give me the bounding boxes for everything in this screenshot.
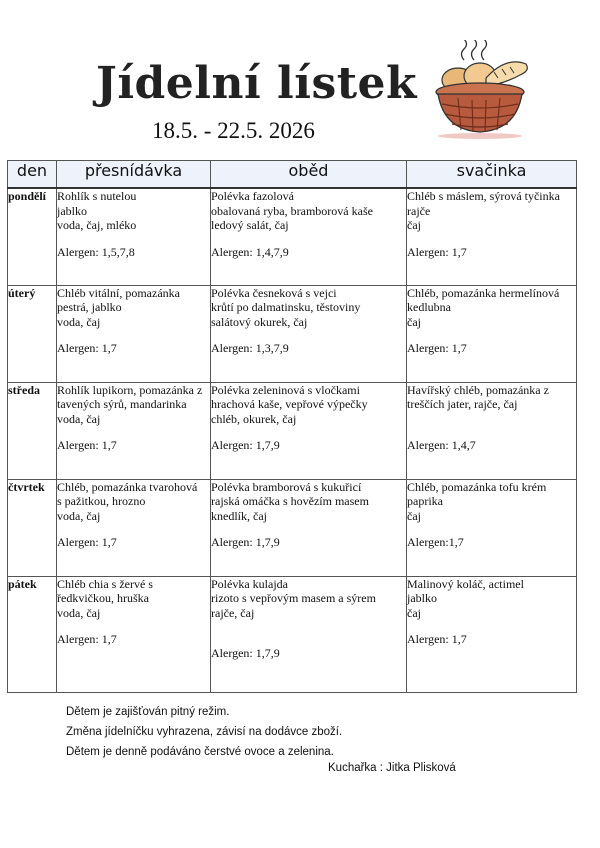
lunch-cell — [211, 285, 407, 382]
menu-item: jablko — [407, 591, 437, 606]
page-title: Jídelní lístek — [96, 58, 418, 109]
afternoon-cell — [407, 188, 577, 285]
menu-item: tavených sýrů, mandarinka — [57, 397, 187, 412]
allergen-info: Alergen: 1,7,9 — [211, 646, 280, 661]
menu-item: ředkvičkou, hruška — [57, 591, 149, 606]
menu-item: Polévka fazolová — [211, 189, 294, 203]
menu-item: Polévka zeleninová s vločkami — [211, 382, 360, 397]
menu-header-row — [8, 161, 577, 189]
menu-item: kedlubna — [407, 300, 451, 315]
allergen-info: Alergen: 1,7 — [57, 438, 117, 453]
menu-item: Chléb vitální, pomazánka — [57, 285, 180, 300]
snack-cell — [57, 285, 211, 382]
day-label: úterý — [8, 285, 57, 382]
menu-item: hrachová kaše, vepřové výpečky — [211, 397, 368, 412]
menu-item: voda, čaj — [57, 314, 101, 329]
menu-item: čaj — [407, 508, 421, 523]
menu-table — [7, 160, 577, 693]
afternoon-cell — [407, 285, 577, 382]
menu-item: Polévka kulajda — [211, 576, 288, 591]
allergen-info: Alergen: 1,7 — [57, 535, 117, 550]
menu-row — [8, 285, 577, 382]
menu-item: treščích jater, rajče, čaj — [407, 397, 518, 412]
menu-item: Rohlík s nutelou — [57, 189, 137, 203]
afternoon-cell — [407, 382, 577, 479]
menu-item: voda, čaj, mléko — [57, 218, 137, 233]
menu-item: Chléb, pomazánka hermelínová — [407, 285, 560, 300]
menu-item: čaj — [407, 314, 421, 329]
allergen-info: Alergen: 1,7,9 — [211, 535, 280, 550]
lunch-cell — [211, 382, 407, 479]
snack-cell — [57, 576, 211, 692]
col-header-afternoon: svačinka — [407, 161, 577, 189]
menu-item: rajská omáčka s hovězím masem — [211, 494, 369, 509]
snack-cell — [57, 479, 211, 576]
afternoon-cell — [407, 479, 577, 576]
allergen-info: Alergen: 1,5,7,8 — [57, 244, 135, 259]
day-label: čtvrtek — [8, 479, 57, 576]
menu-item: krůtí po dalmatinsku, těstoviny — [211, 300, 361, 315]
menu-row — [8, 479, 577, 576]
lunch-cell — [211, 479, 407, 576]
snack-cell — [57, 382, 211, 479]
day-label: pondělí — [8, 188, 57, 285]
menu-item: Malinový koláč, actimel — [407, 576, 524, 591]
allergen-info: Alergen: 1,7 — [407, 341, 467, 356]
footer-notes — [66, 702, 342, 762]
snack-cell — [57, 188, 211, 285]
menu-item: rajče, čaj — [211, 605, 255, 620]
menu-item: Chléb, pomazánka tofu krém — [407, 479, 547, 494]
menu-item: s pažitkou, hrozno — [57, 494, 146, 509]
allergen-info: Alergen: 1,7,9 — [211, 438, 280, 453]
allergen-info: Alergen: 1,4,7,9 — [211, 244, 289, 259]
lunch-cell — [211, 576, 407, 692]
allergen-info: Alergen: 1,7 — [57, 632, 117, 647]
menu-item: čaj — [407, 218, 421, 233]
allergen-info: Alergen: 1,7 — [407, 632, 467, 647]
menu-item: Chléb, pomazánka tvarohová — [57, 479, 198, 494]
menu-item: Polévka česneková s vejci — [211, 285, 337, 300]
menu-item: Rohlík lupikorn, pomazánka z — [57, 382, 203, 397]
menu-row — [8, 576, 577, 692]
allergen-info: Alergen: 1,3,7,9 — [211, 341, 289, 356]
menu-item: chléb, okurek, čaj — [211, 411, 297, 426]
allergen-info: Alergen: 1,4,7 — [407, 437, 476, 452]
menu-item: Havířský chléb, pomazánka z — [407, 382, 549, 397]
menu-item: voda, čaj — [57, 605, 101, 620]
menu-item: voda, čaj — [57, 411, 101, 426]
date-range: 18.5. - 22.5. 2026 — [152, 118, 315, 143]
menu-item: rizoto s vepřovým masem a sýrem — [211, 591, 376, 606]
col-header-lunch: oběd — [211, 161, 407, 189]
menu-item: pestrá, jablko — [57, 300, 122, 315]
day-label: pátek — [8, 576, 57, 692]
menu-item: salátový okurek, čaj — [211, 314, 308, 329]
allergen-info: Alergen:1,7 — [407, 535, 464, 550]
menu-item: obalovaná ryba, bramborová kaše — [211, 203, 373, 218]
menu-item: Chléb s máslem, sýrová tyčinka — [407, 189, 560, 203]
menu-row — [8, 382, 577, 479]
col-header-day: den — [8, 161, 57, 189]
menu-row — [8, 188, 577, 285]
menu-item: jablko — [57, 203, 87, 218]
allergen-info: Alergen: 1,7 — [57, 341, 117, 356]
menu-item: Polévka bramborová s kukuřicí — [211, 479, 362, 494]
bread-basket-icon — [428, 40, 533, 140]
col-header-snack: přesnídávka — [57, 161, 211, 189]
note-fruit: Dětem je denně podáváno čerstvé ovoce a zelenina. — [66, 746, 334, 758]
day-label: středa — [8, 382, 57, 479]
menu-item: knedlík, čaj — [211, 508, 267, 523]
allergen-info: Alergen: 1,7 — [407, 244, 467, 259]
cook-signature: Kuchařka : Jitka Plisková — [328, 762, 456, 774]
menu-item: rajče — [407, 203, 431, 218]
note-menu-change: Změna jídelníčku vyhrazena, závisí na dodávce zboží. — [66, 726, 343, 738]
afternoon-cell — [407, 576, 577, 692]
menu-item: ledový salát, čaj — [211, 218, 289, 233]
note-drinking: Dětem je zajišťován pitný režim. — [66, 706, 230, 718]
lunch-cell — [211, 188, 407, 285]
menu-item: voda, čaj — [57, 508, 101, 523]
menu-item: paprika — [407, 494, 443, 509]
menu-item: Chléb chia s žervé s — [57, 576, 153, 591]
menu-item: čaj — [407, 605, 421, 620]
